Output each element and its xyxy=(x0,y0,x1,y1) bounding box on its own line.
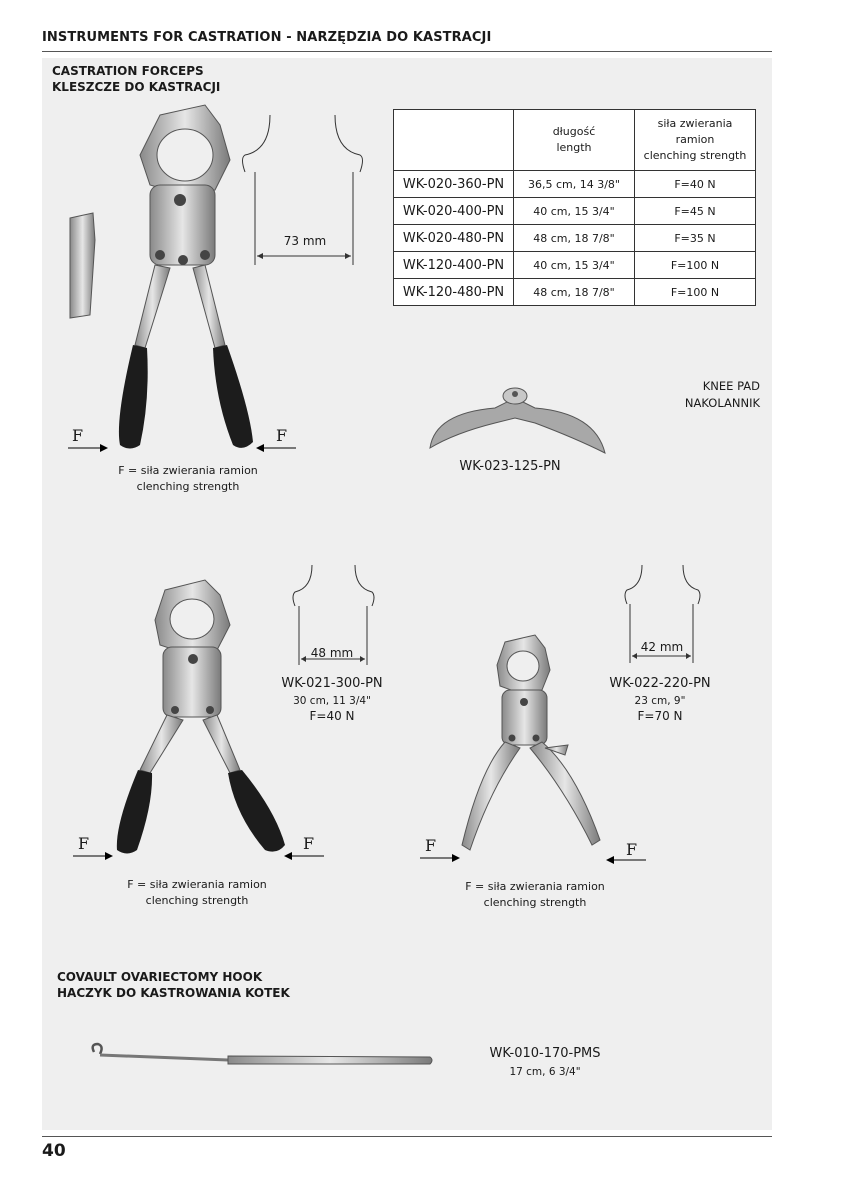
section-title-en: COVAULT OVARIECTOMY HOOK xyxy=(57,970,263,984)
caption-line-pl: F = siła zwierania ramion xyxy=(127,878,267,891)
forceps-small-size: 23 cm, 9" xyxy=(634,695,686,707)
force-label-right-1: F xyxy=(276,426,288,445)
forceps-spec-table xyxy=(393,109,756,306)
jaw-width-label-1: 73 mm xyxy=(283,234,327,248)
jaw-width-label-3: 42 mm xyxy=(640,640,684,654)
forceps-small-code: WK-022-220-PN xyxy=(609,676,711,691)
header-divider xyxy=(42,51,772,52)
section-title-ovariectomy-hook xyxy=(57,969,290,1001)
footer-divider xyxy=(42,1136,772,1137)
table-header-length: długość length xyxy=(514,110,635,171)
jaw-width-label-2: 48 mm xyxy=(310,646,354,660)
caption-line-pl: F = siła zwierania ramion xyxy=(465,880,605,893)
forceps-medium-force: F=40 N xyxy=(309,709,355,723)
table-cell-length: 36,5 cm, 14 3/8" xyxy=(514,171,635,198)
caption-line-en: clenching strength xyxy=(483,896,587,909)
table-cell-strength: F=35 N xyxy=(635,225,756,252)
table-row xyxy=(394,171,756,198)
section-title-pl: HACZYK DO KASTROWANIA KOTEK xyxy=(57,986,290,1000)
section-title-pl: KLESZCZE DO KASTRACJI xyxy=(52,80,221,94)
table-cell-strength: F=40 N xyxy=(635,171,756,198)
hook-size: 17 cm, 6 3/4" xyxy=(509,1066,581,1078)
ovariectomy-hook-image xyxy=(88,1038,438,1070)
table-cell-length: 40 cm, 15 3/4" xyxy=(514,198,635,225)
knee-pad-image xyxy=(425,378,615,463)
arrow-left-icon xyxy=(606,855,646,865)
forceps-small-force: F=70 N xyxy=(637,709,683,723)
caption-line-pl: F = siła zwierania ramion xyxy=(118,464,258,477)
arrow-right-icon xyxy=(420,853,460,863)
arrow-left-icon xyxy=(284,851,324,861)
table-cell-code: WK-120-480-PN xyxy=(394,279,514,306)
knee-pad-label xyxy=(640,378,760,412)
knee-pad-label-en: KNEE PAD xyxy=(702,379,760,393)
table-cell-code: WK-020-480-PN xyxy=(394,225,514,252)
force-label-left-2: F xyxy=(78,834,90,853)
arrow-right-icon xyxy=(73,851,113,861)
force-label-right-2: F xyxy=(303,834,315,853)
arrow-right-icon xyxy=(68,443,108,453)
table-row xyxy=(394,225,756,252)
section-title-en: CASTRATION FORCEPS xyxy=(52,64,204,78)
force-label-right-3: F xyxy=(626,840,638,859)
force-caption-1 xyxy=(88,463,288,495)
table-header-row xyxy=(394,110,756,171)
hook-code: WK-010-170-PMS xyxy=(489,1046,601,1061)
table-cell-code: WK-020-360-PN xyxy=(394,171,514,198)
table-cell-strength: F=45 N xyxy=(635,198,756,225)
table-header-code xyxy=(394,110,514,171)
arrow-left-icon xyxy=(256,443,296,453)
table-cell-code: WK-020-400-PN xyxy=(394,198,514,225)
caption-line-en: clenching strength xyxy=(136,480,240,493)
forceps-medium-size: 30 cm, 11 3/4" xyxy=(293,695,371,707)
table-cell-length: 48 cm, 18 7/8" xyxy=(514,279,635,306)
table-header-strength: siła zwierania ramion clenching strength xyxy=(635,110,756,171)
table-cell-length: 40 cm, 15 3/4" xyxy=(514,252,635,279)
table-cell-code: WK-120-400-PN xyxy=(394,252,514,279)
caption-line-en: clenching strength xyxy=(145,894,249,907)
table-row xyxy=(394,279,756,306)
knee-pad-code: WK-023-125-PN xyxy=(459,459,561,474)
table-cell-strength: F=100 N xyxy=(635,252,756,279)
table-cell-length: 48 cm, 18 7/8" xyxy=(514,225,635,252)
section-title-castration-forceps xyxy=(52,63,220,95)
force-caption-2 xyxy=(97,877,297,909)
force-caption-3 xyxy=(435,879,635,911)
knee-pad-label-pl: NAKOLANNIK xyxy=(684,396,760,410)
table-row xyxy=(394,252,756,279)
force-label-left-1: F xyxy=(72,426,84,445)
forceps-medium-code: WK-021-300-PN xyxy=(281,676,383,691)
force-label-left-3: F xyxy=(425,836,437,855)
page-number: 40 xyxy=(42,1141,66,1161)
page-header-title: INSTRUMENTS FOR CASTRATION - NARZĘDZIA DO KASTRACJI xyxy=(42,30,492,45)
table-cell-strength: F=100 N xyxy=(635,279,756,306)
table-row xyxy=(394,198,756,225)
castration-forceps-small-image xyxy=(450,630,620,855)
